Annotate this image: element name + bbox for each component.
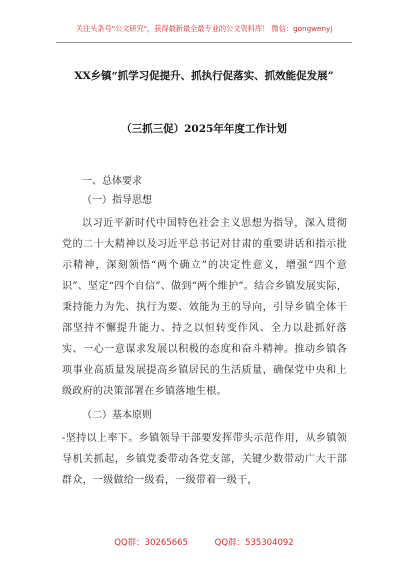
header-divider bbox=[56, 42, 352, 43]
footer-qq-group-1: QQ群：30265665 bbox=[114, 538, 188, 548]
section-heading-general-requirements: 一、总体要求 bbox=[82, 176, 142, 187]
document-title: XX乡镇“抓学习促提升、抓执行促落实、抓效能促发展” bbox=[74, 70, 334, 82]
subsection-heading-basic-principles: （二）基本原则 bbox=[82, 410, 152, 421]
paragraph-guiding-ideology: 以习近平新时代中国特色社会主义思想为指导，深入贯彻党的二十大精神以及习近平总书记对甘肃的重要讲话和指示批示精神，深刻领悟“两个确立”的决定性意义，增强“四个意识”、坚定“四个自信”、做到“两个维护”。结合乡镇发展实际，秉持能力为先、执行为要、效能为王的导向，引导乡镇全体干部坚持不懈提升能力、持之以恒转变作风、全力以赴抓好落实、一心一意谋求发展以积极的态度和奋斗精神。推动乡镇各项事业高质量发展提高乡镇居民的生活质量，确保党中央和上级政府的决策部署在乡镇落地生根。 bbox=[62, 218, 347, 397]
footer-qq-group-2: QQ群：535304092 bbox=[214, 538, 294, 548]
subsection-heading-guiding-ideology: （一）指导思想 bbox=[82, 195, 152, 206]
document-subtitle: （三抓三促）2025年年度工作计划 bbox=[121, 123, 287, 135]
header-banner: 关注头条号"公文研究"，获得最新最全最专业的公文资料库！ 微信：gongwenyj bbox=[75, 24, 333, 33]
paragraph-basic-principles: -坚持以上率下。乡镇领导干部要发挥带头示范作用，从乡镇领导机关抓起，乡镇党委带动各党支部，关键少数带动广大干部群众，一级做给一级看，一级带着一级干， bbox=[62, 433, 347, 486]
footer-contact bbox=[0, 536, 408, 548]
